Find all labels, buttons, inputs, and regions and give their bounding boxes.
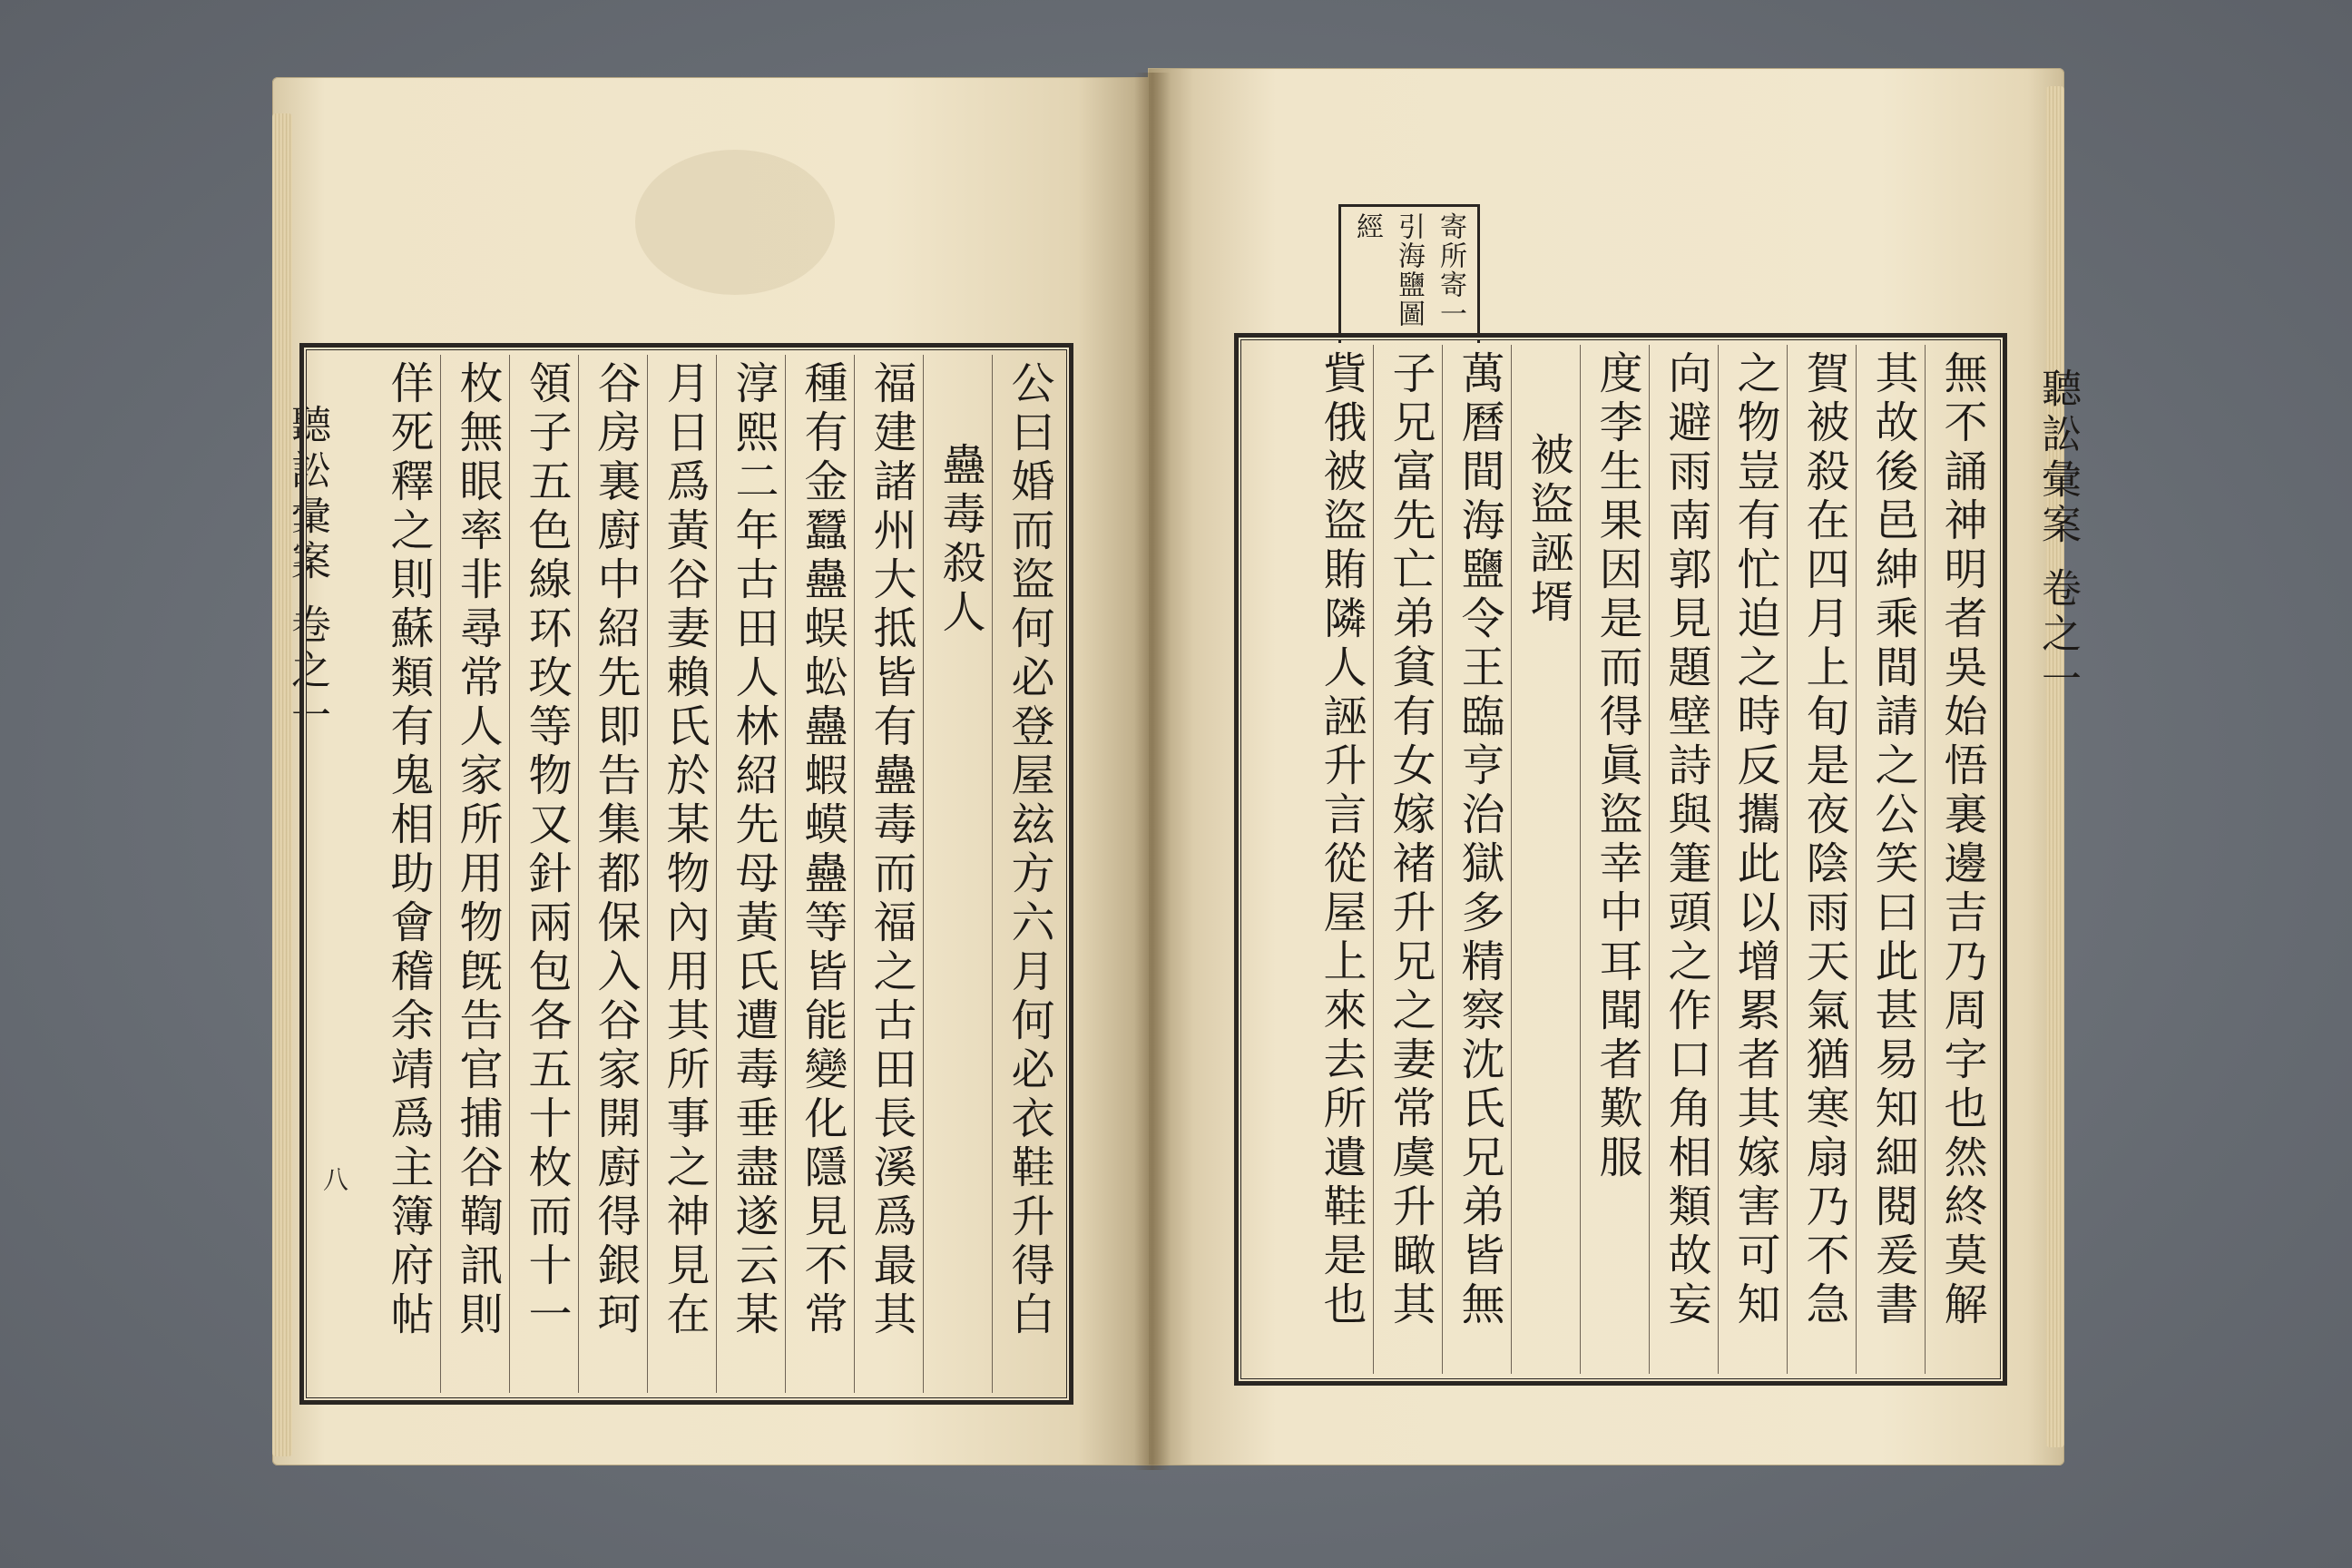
column-rule <box>785 355 786 1393</box>
column-rule <box>716 355 717 1393</box>
right-text-column-10: 貲俄被盜賄隣人誣升言從屋上來去所遺鞋是也 <box>1316 350 1367 1330</box>
left-text-column-6: 月日爲黃谷妻賴氏於某物內用其所事之神見在 <box>659 360 710 1340</box>
column-rule <box>1856 345 1857 1374</box>
left-text-column-7: 谷房裏廚中紹先即告集都保入谷家開廚得銀珂 <box>590 360 641 1340</box>
annotation-box <box>1338 204 1480 343</box>
column-rule <box>1718 345 1719 1374</box>
right-text-frame <box>1234 333 2007 1386</box>
column-rule <box>440 355 441 1393</box>
column-rule <box>1925 345 1926 1374</box>
left-text-column-10: 佯死釋之則蘇類有鬼相助會稽余靖爲主簿府帖 <box>383 360 434 1340</box>
column-rule <box>992 355 993 1393</box>
column-rule <box>1580 345 1581 1374</box>
left-text-column-9: 枚無眼率非尋常人家所用物旣告官捕谷鞫訊則 <box>452 360 503 1340</box>
left-text-column-1: 公曰婚而盜何必登屋玆方六月何必衣鞋升得白 <box>1004 360 1054 1340</box>
open-book <box>263 64 2081 1479</box>
right-text-column-8: 萬曆間海鹽令王臨亨治獄多精察沈氏兄弟皆無 <box>1454 350 1504 1330</box>
column-rule <box>578 355 579 1393</box>
right-text-column-1: 無不誦神明者吳始悟裏邊吉乃周字也然終莫解 <box>1936 350 1987 1330</box>
left-margin-title: 聽訟彙案 卷之一 <box>284 404 330 740</box>
column-rule <box>647 355 648 1393</box>
paper-stain <box>635 150 835 295</box>
left-folio: 八 <box>319 1166 349 1191</box>
annotation-line-2: 引海鹽圖 <box>1393 212 1425 328</box>
column-rule <box>923 355 924 1393</box>
left-text-frame <box>299 343 1073 1405</box>
right-text-column-3: 賀被殺在四月上旬是夜陰雨天氣猶寒扇乃不急 <box>1798 350 1849 1330</box>
column-rule <box>1787 345 1788 1374</box>
column-rule <box>1511 345 1512 1374</box>
right-section-heading: 被盜誣壻 <box>1523 432 1573 628</box>
left-page-edge <box>272 113 292 1456</box>
left-text-column-4: 種有金蠶蠱蜈蚣蠱蝦蟆蠱等皆能變化隱見不常 <box>797 360 848 1340</box>
right-page-edge <box>2046 86 2064 1447</box>
column-rule <box>1649 345 1650 1374</box>
annotation-line-3: 經 <box>1351 212 1383 241</box>
book-gutter <box>1134 73 1171 1470</box>
column-rule <box>509 355 510 1393</box>
left-text-column-5: 淳熙二年古田人林紹先母黃氏遭毒垂盡遂云某 <box>728 360 779 1340</box>
column-rule <box>1442 345 1443 1374</box>
right-text-column-5: 向避雨南郭見題壁詩與箑頭之作口角相類故妄 <box>1661 350 1711 1330</box>
right-text-column-2: 其故後邑紳乘間請之公笑曰此甚易知細閱爰書 <box>1867 350 1918 1330</box>
left-text-column-3: 福建諸州大抵皆有蠱毒而福之古田長溪爲最其 <box>866 360 916 1340</box>
right-text-column-4: 之物豈有忙迫之時反攜此以增累者其嫁害可知 <box>1730 350 1780 1330</box>
left-text-column-8: 領子五色線环玫等物又針兩包各五十枚而十一 <box>521 360 572 1340</box>
right-text-column-6: 度李生果因是而得眞盜幸中耳聞者歎服 <box>1592 350 1642 1183</box>
right-text-column-9: 子兄富先亡弟貧有女嫁褚升兄之妻常虞升瞰其 <box>1385 350 1436 1330</box>
left-section-heading: 蠱毒殺人 <box>935 442 985 638</box>
column-rule <box>854 355 855 1393</box>
column-rule <box>1373 345 1374 1374</box>
right-margin-title: 聽訟彙案 卷之一 <box>2034 368 2081 703</box>
left-page <box>272 77 1148 1465</box>
annotation-line-1: 寄所寄一 <box>1435 212 1466 328</box>
